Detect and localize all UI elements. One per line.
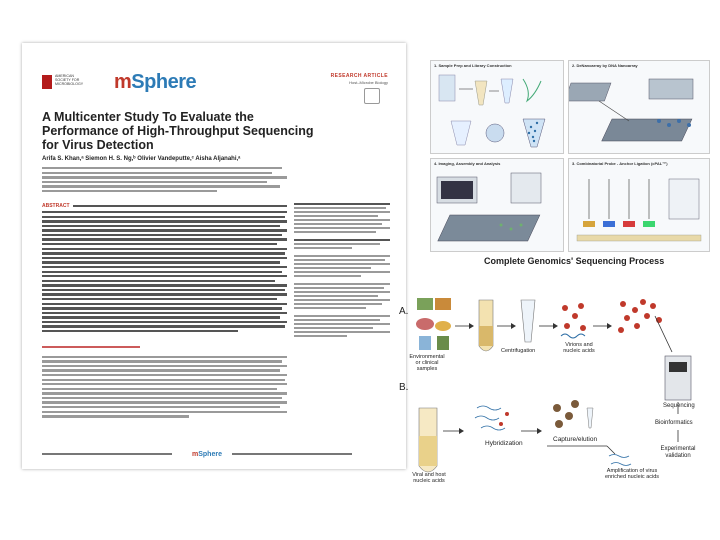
panel-sample-prep [430,60,564,154]
journal-logo-m: m [114,71,132,93]
label-environmental-samples: Environmental or clinical samples [409,354,445,372]
asm-logo [42,75,52,89]
section-label: RESEARCH ARTICLE [330,73,388,79]
affiliations [42,167,292,194]
journal-logo [114,71,196,94]
label-hybridization: Hybridization [485,440,523,447]
panel-title: 4. Imaging, Assembly and Analysis [434,161,501,166]
panel-letter-b: B. [399,382,409,393]
label-sequencing: Sequencing [663,403,695,409]
label-experimental-validation: Experimental validation [660,446,696,459]
panel-dna-nanoarray [568,60,710,154]
sequencing-figure-caption: Complete Genomics' Sequencing Process [484,256,665,266]
virus-enrichment-figure [397,296,707,486]
author-list: Arifa S. Khan,ᵃ Siemon H. S. Ng,ᵇ Olivier Vandeputte,ᶜ Aisha Aljanahi,ᵃ [42,156,241,162]
paper-page [22,43,409,469]
abstract-label: ABSTRACT [42,203,70,209]
sample-prep-illustration [431,61,563,153]
abstract [42,203,287,420]
cpal-illustration [569,159,709,251]
label-virions: Virions and nucleic acids [563,342,595,354]
panel-title: 2. DeNanoarray by DNA Nanoarray [572,63,638,68]
footer-logo-rest: Sphere [198,451,222,458]
panel-imaging [430,158,564,252]
label-bioinformatics: Bioinformatics [655,420,693,426]
publisher-line: MICROBIOLOGY [55,82,84,87]
journal-logo-rest: Sphere [131,71,197,93]
panel-cpal [568,158,710,252]
paper-title: A Multicenter Study To Evaluate the Performance of High-Throughput Sequencing for Virus Detection [42,110,314,152]
publisher-line: SOCIETY FOR [55,78,80,83]
label-viral-host-nucleic-acids: Viral and host nucleic acids [412,472,446,484]
subsection-label: Host–Microbe Biology [349,80,388,85]
label-capture-elution: Capture/elution [553,436,598,443]
publisher-line: AMERICAN [55,74,74,78]
panel-letter-a: A. [399,306,409,317]
label-amplification: Amplification of virus enriched nucleic acids [604,468,660,480]
sequencing-process-figure [430,60,710,260]
publisher-name [55,74,95,87]
label-centrifugation: Centrifugation [501,348,536,354]
page-footer [42,451,392,461]
footer-journal-logo [192,451,222,458]
crossmark-badge [364,88,380,104]
nanoarray-illustration [569,61,709,153]
panel-title: 3. Combinatorial Probe - Anchor Ligation (cPAL™) [572,161,668,166]
panel-title: 1. Sample Prep and Library Construction [434,63,512,68]
footer-logo-m: m [192,451,199,458]
imaging-illustration [431,159,563,251]
article-sidebar [294,203,390,339]
